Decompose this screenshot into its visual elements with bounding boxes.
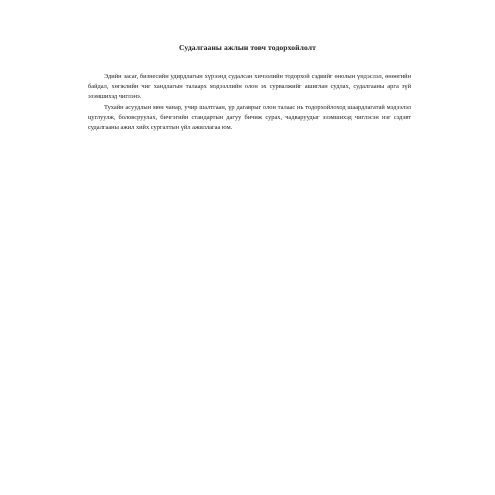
paragraph: Эдийн засаг, бизнесийн удирдлагын хүрээнд судалсан хичээлийн тодорхой сэдвийг өнолын үндэслэл, өнөөгийн байдал, хөгжлийн чиг хандлагын талаарх мэдээллийн олон эх сурвалжийг ашиглан судлах, судалгааны арга зүй эзэмшихэд чиглэнэ. <box>88 73 411 101</box>
document-title: Судалгааны ажлын товч тодорхойлолт <box>179 43 316 52</box>
document-body <box>88 72 411 133</box>
paragraph: Тухайн асуудлын мөн чанар, учир шалтгаан, үр дагаврыг олон талаас нь тодорхойлоход шаардлагатай мэдээлэл цуглуулж, боловсруулах, бичгэгийн стандартын дагуу бичиж сурах, чадваруудыг эзэмшихэд чиглэсэн нэг сэдэвт судалгааны ажил хийх сургалтын үйл ажиллагаа юм. <box>88 103 411 132</box>
